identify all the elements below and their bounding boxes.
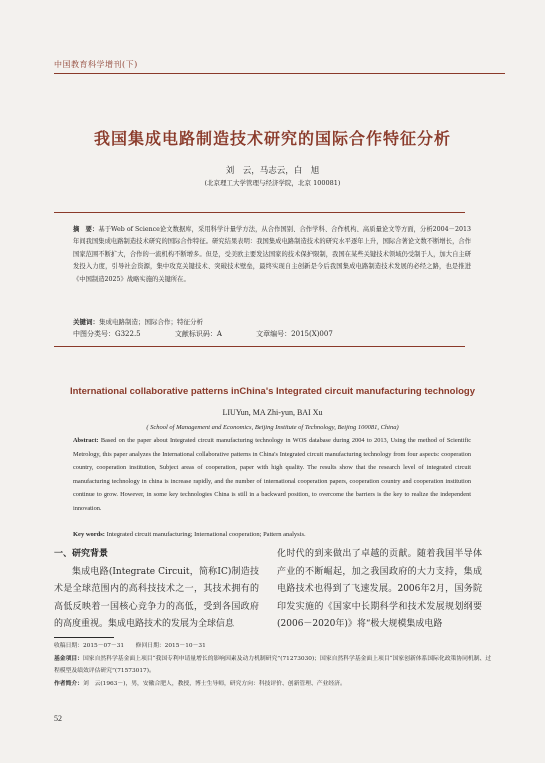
article-id: 文章编号：2015(X)007 <box>256 330 333 338</box>
footnote-author-text: 刘 云(1963－)，男，安徽合肥人，教授，博士生导师，研究方向：科技评价、创新管理、产业经济。 <box>83 680 346 687</box>
footnote-dates: 收稿日期：2015－07－31 修回日期：2015－10－31 <box>54 643 206 649</box>
body-paragraph-left: 集成电路(Integrate Circuit，简称IC)制造技术是全球范围内的高科技技术之一，其技术拥有的高低反映着一国核心竞争力的高低，受到各国政府的高度重视。集成电路技术的发展为全球信息 <box>54 566 259 629</box>
english-title: International collaborative patterns inChina's Integrated circuit manufacturing technology <box>69 386 476 397</box>
footnote-author <box>54 678 494 691</box>
running-header: 中国教育科学增刊(下) <box>54 60 138 69</box>
english-authors: LIUYun, MA Zhi-yun, BAI Xu <box>222 408 323 417</box>
chinese-affiliation: (北京理工大学管理与经济学院，北京 100081) <box>204 179 341 187</box>
abstract-rule-bottom <box>54 346 465 347</box>
english-keywords-label: Key words: <box>73 531 107 538</box>
footnote-fund <box>54 653 494 678</box>
english-abstract-label: Abstract: <box>73 437 101 444</box>
chinese-abstract-text: 基于Web of Science论文数据库，采用科学计量学方法，从合作国别、合作学科、合作机构、高质量论文等方面，分析2004－2013年间我国集成电路制造技术研究的国际合作特征。研究结果表明：我国集成电路制造技术的研究水平逐年上升，国际合著论文数不断增长，合作国家范围不断扩大，合作的一流机构不断增多。但是，受美欧主要发达国家的技术保护限制，我国在某些关键技术领域仍受制于人，加大自主研发投入力度，引导社会资源，集中攻克关键技术、突破技术壁垒，最终实现自主创新是今后我国集成电路制造技术发展的必经之路，也是推进《中国制造2025》战略实施的关键所在。 <box>73 226 472 283</box>
body-column-right <box>277 546 482 634</box>
english-keywords <box>73 531 471 538</box>
english-abstract <box>73 434 471 516</box>
footnotes <box>54 640 494 690</box>
footnote-fund-text: 国家自然科学基金面上项目“我国专利申请量增长的影响因素及动力机制研究”(71273030)；国家自然科学基金面上项目“国家创新体系国际化政策协同机制、过程模型及绩效评估研究”(71573017)。 <box>54 655 492 674</box>
document-code: 文献标识码：A <box>174 330 222 338</box>
chinese-authors: 刘 云，马志云，白 旭 <box>225 166 320 176</box>
footnote-rule <box>54 637 114 638</box>
english-keywords-text: Integrated circuit manufacturing; International cooperation; Pattern analysis. <box>106 531 306 538</box>
classification-line <box>73 329 471 339</box>
body-paragraph-right: 化时代的到来做出了卓越的贡献。随着我国半导体产业的不断崛起，加之我国政府的大力支持，集成电路技术也得到了飞速发展。2006年2月，国务院印发实施的《国家中长期科学和技术发展规划纲要(2006－2020年)》将“极大规模集成电路 <box>277 549 482 629</box>
page-number: 52 <box>54 714 62 723</box>
chinese-keywords-text: 集成电路制造；国际合作；特征分析 <box>99 318 203 326</box>
chinese-title: 我国集成电路制造技术研究的国际合作特征分析 <box>93 129 451 148</box>
section-heading: 一、研究背景 <box>54 549 109 559</box>
header-rule <box>54 73 505 74</box>
chinese-abstract-label: 摘 要： <box>73 226 99 233</box>
english-abstract-text: Based on the paper about Integrated circuit manufacturing technology in WOS database during 2004 to 2013, Using the method of Scientific Metrology, this paper analyzes the International collaborative patterns in China's Integrated circuit manufacturing technology from four aspects: cooperation country, cooperation institution, Subject areas of cooperation, paper with high quality. The results show that the research level of integrated circuit manufacturing technology in china is increase rapidly, and the number of international cooperation papers, cooperation country and cooperation institution continue to grow. However, in some key technologies China is still in a backward position, to overcome the barriers is the key to realize the independent innovation. <box>73 437 471 512</box>
footnote-fund-label: 基金项目： <box>54 655 83 662</box>
chinese-abstract <box>73 224 471 286</box>
body-column-left <box>54 546 259 634</box>
abstract-rule-top <box>54 212 465 213</box>
footnote-author-label: 作者简介： <box>54 680 83 687</box>
chinese-keywords-label: 关键词： <box>73 318 99 326</box>
english-affiliation: ( School of Management and Economics, Beijing Institute of Technology, Beijing 100081, China) <box>146 424 399 431</box>
chinese-keywords <box>73 317 471 326</box>
clc-number: 中图分类号：G322.5 <box>73 330 141 338</box>
